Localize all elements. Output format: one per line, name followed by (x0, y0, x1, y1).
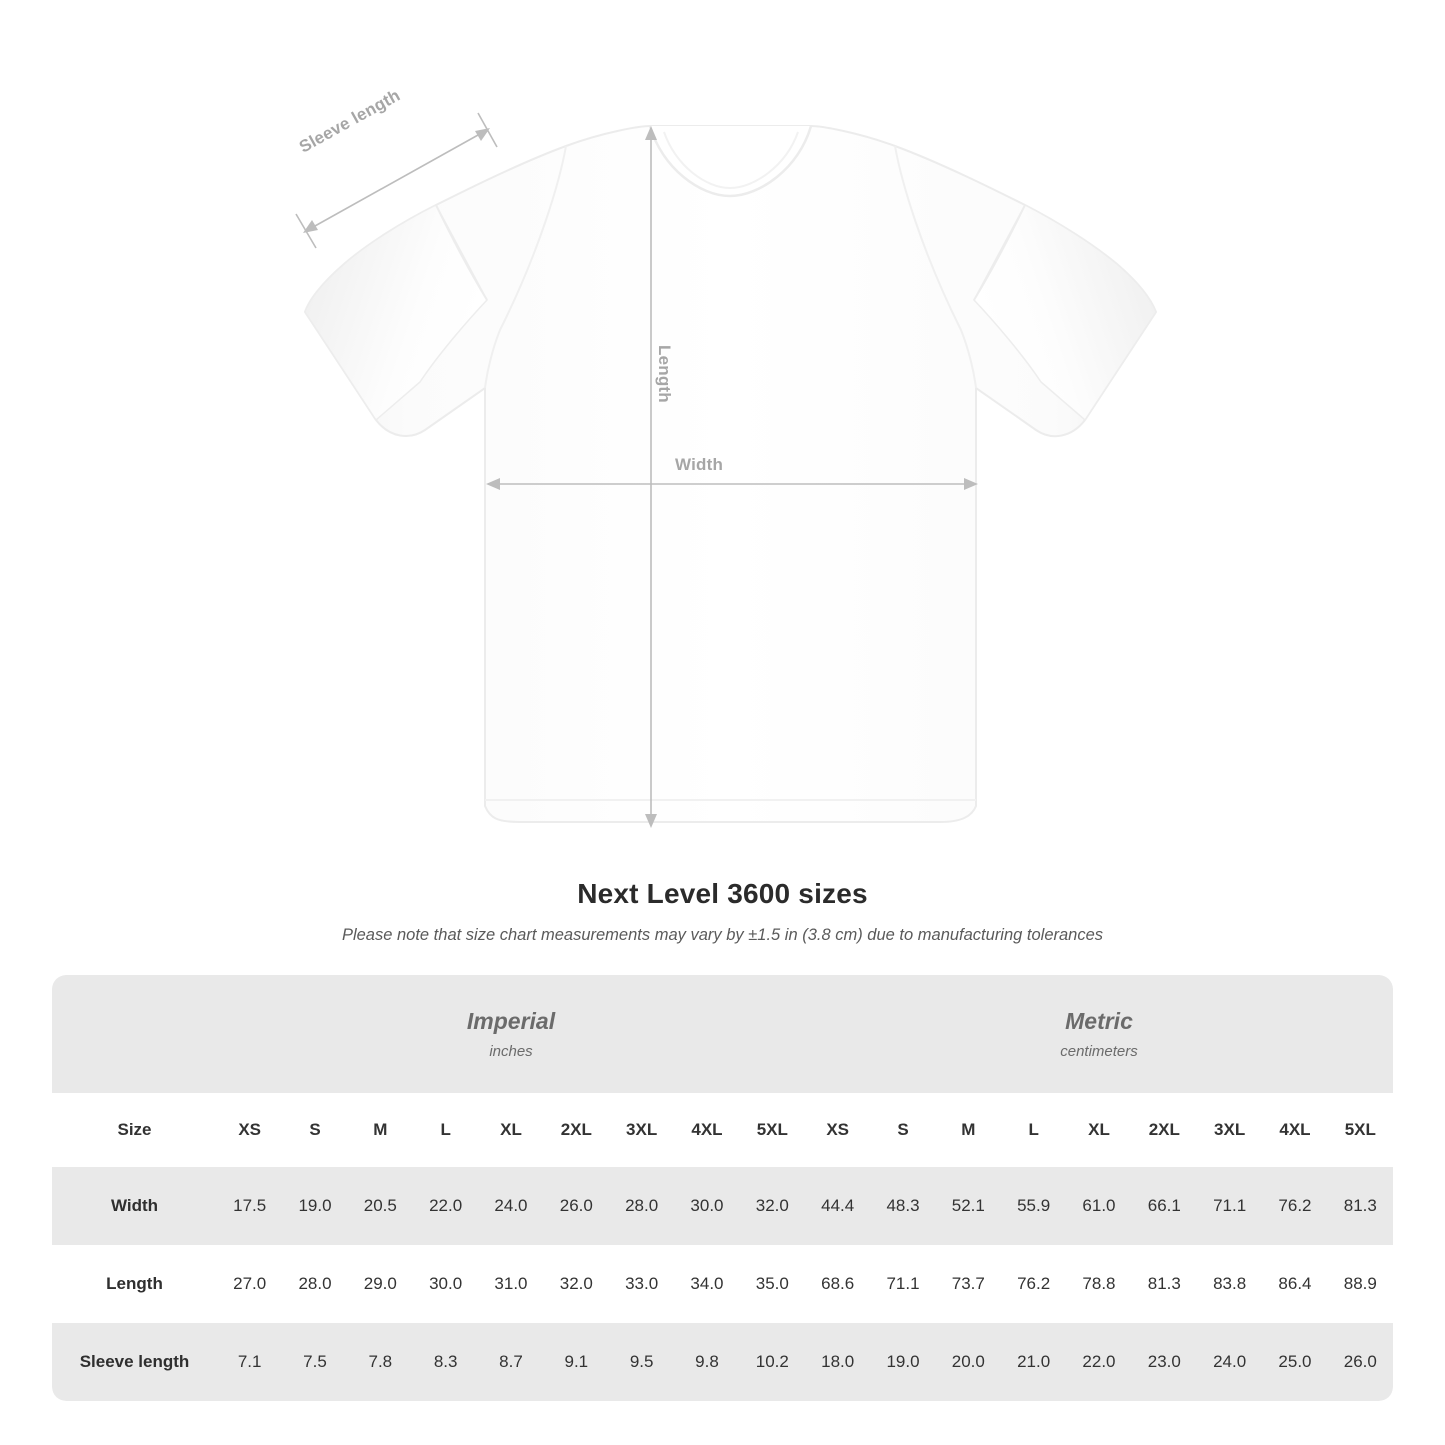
cell-width-imperial-xl: 24.0 (478, 1167, 543, 1245)
cell-sleeve-imperial-l: 8.3 (413, 1323, 478, 1401)
cell-width-metric-m: 52.1 (936, 1167, 1001, 1245)
cell-width-metric-xs: 44.4 (805, 1167, 870, 1245)
size-header-imperial-4xl: 4XL (674, 1093, 739, 1167)
cell-length-metric-5xl: 88.9 (1343, 1274, 1377, 1293)
size-header-metric-2xl: 2XL (1132, 1093, 1197, 1167)
cell-length-metric-2xl: 81.3 (1147, 1274, 1181, 1293)
cell-sleeve-imperial-4xl: 9.8 (674, 1323, 739, 1401)
size-chart-heading (0, 878, 1445, 945)
cell-sleeve-imperial-xs: 7.1 (217, 1323, 282, 1401)
unit-header-row (52, 975, 1393, 1093)
table-row (52, 1323, 1393, 1401)
size-header-imperial-3xl: 3XL (609, 1093, 674, 1167)
unit-imperial-cell (217, 975, 805, 1093)
annotation-width: Width (675, 455, 724, 474)
cell-sleeve-imperial-s: 7.5 (282, 1323, 347, 1401)
size-table (52, 975, 1393, 1401)
size-label-cell: Size (52, 1093, 217, 1167)
size-header-imperial-xs: XS (217, 1093, 282, 1167)
cell-length-metric-s: 71.1 (886, 1274, 920, 1293)
size-header-metric-s: S (870, 1093, 935, 1167)
cell-width-metric-3xl: 71.1 (1197, 1167, 1262, 1245)
size-header-imperial-5xl: 5XL (740, 1093, 805, 1167)
size-header-metric-xl: XL (1066, 1093, 1131, 1167)
size-header-metric-xs: XS (805, 1093, 870, 1167)
cell-width-imperial-3xl: 28.0 (609, 1167, 674, 1245)
cell-length-metric-xl: 78.8 (1082, 1274, 1116, 1293)
cell-length-metric-m: 73.7 (951, 1274, 985, 1293)
unit-imperial-name: Imperial (466, 1008, 556, 1035)
cell-width-metric-4xl: 76.2 (1262, 1167, 1327, 1245)
table-row (52, 1245, 1393, 1323)
unit-metric-name: Metric (1065, 1008, 1133, 1035)
cell-length-imperial-s: 28.0 (298, 1274, 332, 1293)
cell-length-imperial-4xl: 34.0 (690, 1274, 724, 1293)
size-header-imperial-s: S (282, 1093, 347, 1167)
cell-length-imperial-5xl: 35.0 (755, 1274, 789, 1293)
cell-length-metric-xs: 68.6 (821, 1274, 855, 1293)
cell-width-imperial-5xl: 32.0 (740, 1167, 805, 1245)
cell-length-imperial-l: 30.0 (429, 1274, 463, 1293)
cell-sleeve-metric-xl: 22.0 (1066, 1323, 1131, 1401)
tolerance-note: Please note that size chart measurements may vary by ±1.5 in (3.8 cm) due to manufacturing tolerances (341, 926, 1104, 944)
cell-width-imperial-s: 19.0 (282, 1167, 347, 1245)
cell-width-metric-xl: 61.0 (1066, 1167, 1131, 1245)
annotation-sleeve-length: Sleeve length (296, 85, 404, 157)
cell-length-imperial-2xl: 32.0 (559, 1274, 593, 1293)
cell-sleeve-metric-4xl: 25.0 (1262, 1323, 1327, 1401)
cell-width-imperial-xs: 17.5 (217, 1167, 282, 1245)
cell-length-imperial-xl: 31.0 (494, 1274, 528, 1293)
cell-sleeve-imperial-5xl: 10.2 (740, 1323, 805, 1401)
row-label-length: Length (106, 1274, 163, 1293)
row-label-sleeve-length: Sleeve length (52, 1323, 217, 1401)
cell-width-imperial-m: 20.5 (348, 1167, 413, 1245)
cell-length-metric-3xl: 83.8 (1213, 1274, 1247, 1293)
cell-width-metric-s: 48.3 (870, 1167, 935, 1245)
cell-sleeve-metric-m: 20.0 (936, 1323, 1001, 1401)
size-header-imperial-l: L (413, 1093, 478, 1167)
cell-length-imperial-3xl: 33.0 (625, 1274, 659, 1293)
cell-sleeve-imperial-m: 7.8 (348, 1323, 413, 1401)
cell-length-imperial-m: 29.0 (363, 1274, 397, 1293)
unit-metric-cell (805, 975, 1393, 1093)
cell-length-metric-4xl: 86.4 (1278, 1274, 1312, 1293)
cell-length-metric-l: 76.2 (1017, 1274, 1051, 1293)
cell-width-imperial-2xl: 26.0 (544, 1167, 609, 1245)
cell-width-metric-2xl: 66.1 (1132, 1167, 1197, 1245)
cell-sleeve-imperial-2xl: 9.1 (544, 1323, 609, 1401)
cell-sleeve-metric-xs: 18.0 (805, 1323, 870, 1401)
unit-metric-sub: centimeters (1060, 1042, 1138, 1060)
cell-width-imperial-l: 22.0 (413, 1167, 478, 1245)
cell-width-imperial-4xl: 30.0 (674, 1167, 739, 1245)
cell-sleeve-imperial-3xl: 9.5 (609, 1323, 674, 1401)
cell-sleeve-metric-l: 21.0 (1001, 1323, 1066, 1401)
size-header-row (52, 1093, 1393, 1167)
size-header-metric-m: M (936, 1093, 1001, 1167)
unit-imperial-sub: inches (489, 1042, 533, 1060)
size-header-metric-l: L (1001, 1093, 1066, 1167)
size-table-wrapper (52, 975, 1393, 1401)
table-row (52, 1167, 1393, 1245)
cell-sleeve-metric-2xl: 23.0 (1132, 1323, 1197, 1401)
size-header-imperial-2xl: 2XL (544, 1093, 609, 1167)
size-header-imperial-xl: XL (478, 1093, 543, 1167)
cell-sleeve-metric-3xl: 24.0 (1197, 1323, 1262, 1401)
unit-corner-cell (52, 975, 217, 1093)
cell-sleeve-metric-s: 19.0 (870, 1323, 935, 1401)
size-header-metric-4xl: 4XL (1262, 1093, 1327, 1167)
cell-width-metric-5xl: 81.3 (1328, 1167, 1393, 1245)
page-title: Next Level 3600 sizes (577, 878, 868, 909)
cell-length-imperial-xs: 27.0 (233, 1274, 267, 1293)
cell-width-metric-l: 55.9 (1001, 1167, 1066, 1245)
cell-sleeve-imperial-xl: 8.7 (478, 1323, 543, 1401)
size-header-metric-3xl: 3XL (1197, 1093, 1262, 1167)
cell-sleeve-metric-5xl: 26.0 (1328, 1323, 1393, 1401)
size-header-metric-5xl: 5XL (1328, 1093, 1393, 1167)
size-header-imperial-m: M (348, 1093, 413, 1167)
row-label-width: Width (52, 1167, 217, 1245)
annotation-length: Length (655, 345, 674, 403)
